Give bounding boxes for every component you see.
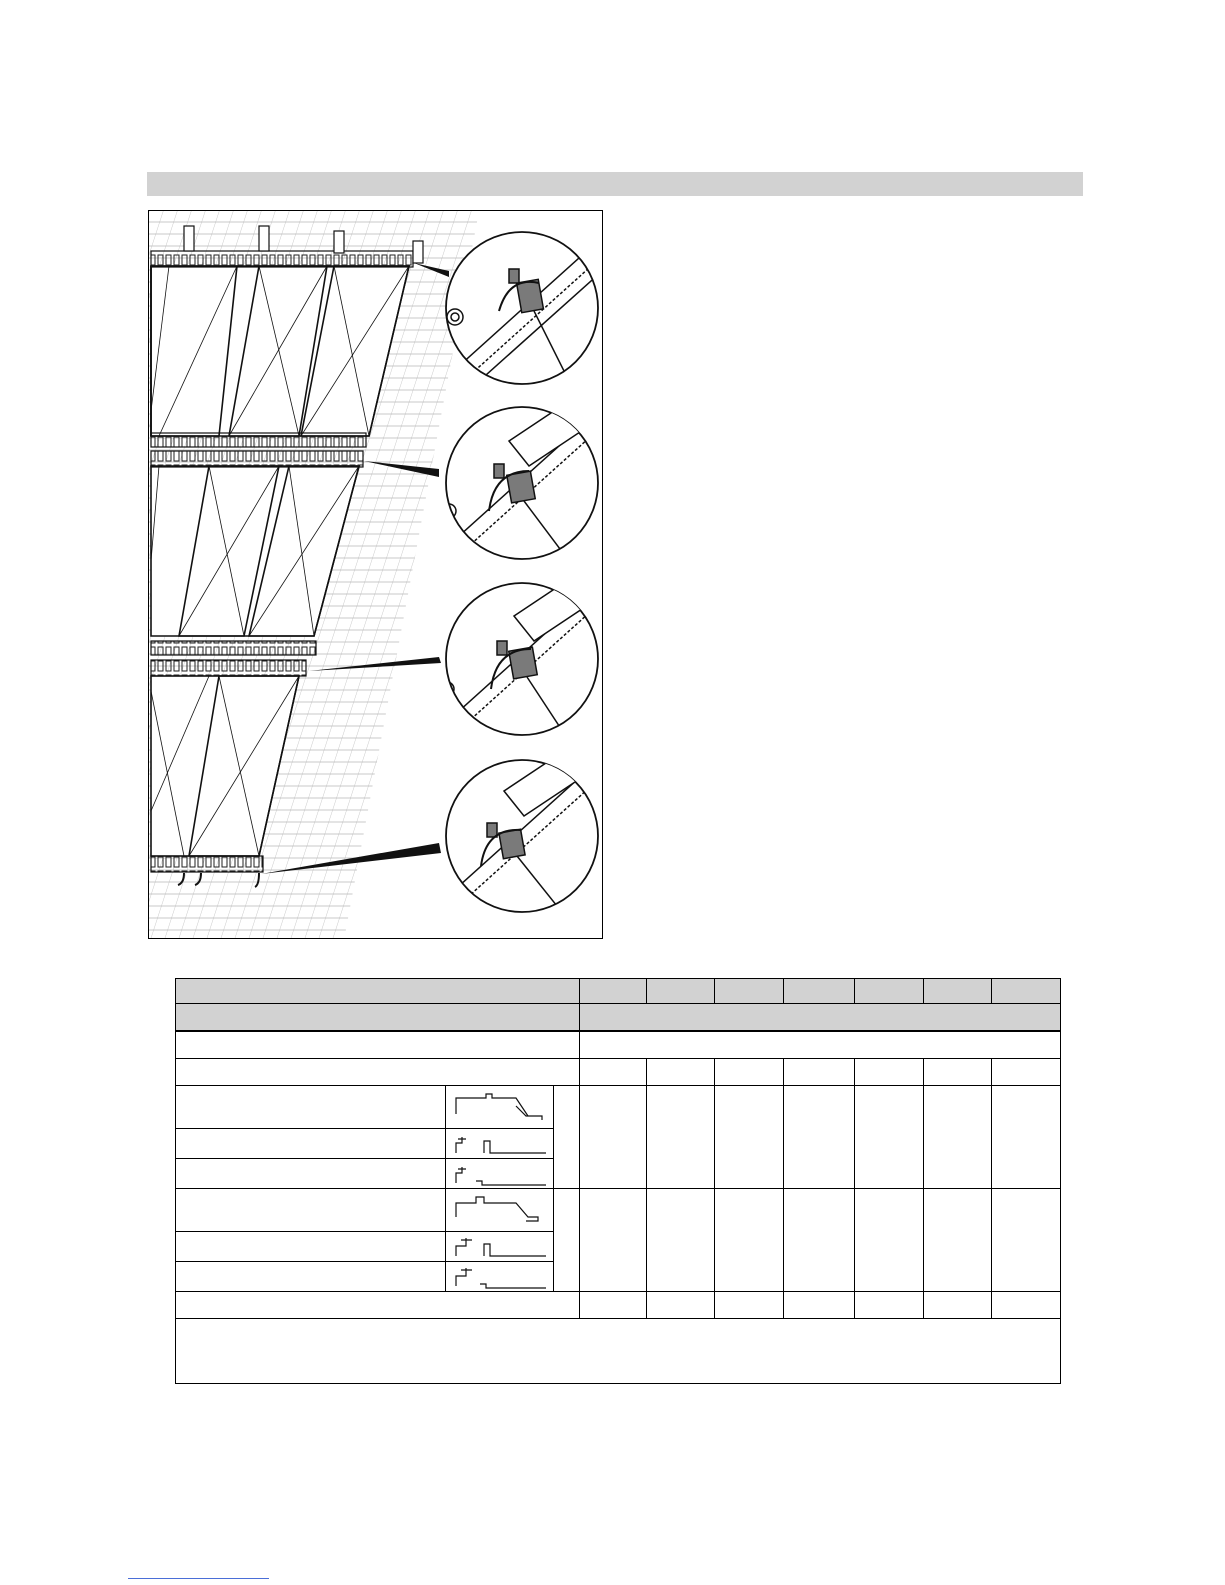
profile-icon: [445, 1232, 553, 1262]
table-header-row: [176, 979, 1061, 1004]
table-cell: [646, 1292, 715, 1319]
table-cell: [580, 1086, 647, 1189]
table-header-cell: [854, 979, 923, 1004]
table-cell: [646, 1059, 715, 1086]
table-cell: [580, 1059, 647, 1086]
table-header-cell: [784, 979, 855, 1004]
collector-mounting-illustration: [149, 211, 603, 939]
table-cell: [992, 1189, 1061, 1292]
profile-icon: [445, 1189, 553, 1232]
table-cell: [580, 1189, 647, 1292]
component-name: [176, 1262, 446, 1292]
table-subheader-row: [176, 1004, 1061, 1032]
table-cell: [784, 1059, 855, 1086]
table-cell: [854, 1292, 923, 1319]
table-row: [176, 1031, 1061, 1059]
mounting-figure: [148, 210, 603, 939]
detail-clamp-lower-middle: [409, 576, 603, 766]
table-cell: [715, 1292, 784, 1319]
table-cell: [580, 1031, 1061, 1059]
profile-icon: [445, 1129, 553, 1159]
table-cell: [854, 1086, 923, 1189]
table-cell: [784, 1189, 855, 1292]
table-cell: [715, 1189, 784, 1292]
table-cell: [580, 1292, 647, 1319]
table-cell: [553, 1086, 579, 1189]
footnote-separator: [128, 1578, 269, 1579]
table-cell: [176, 1292, 580, 1319]
profile-icon: [445, 1086, 553, 1129]
table-row: [176, 1189, 1061, 1232]
table-subheader-cell: [176, 1004, 580, 1032]
table-cell: [646, 1189, 715, 1292]
component-name: [176, 1189, 446, 1232]
table-header-cell: [715, 979, 784, 1004]
table-cell: [923, 1189, 992, 1292]
table-cell: [992, 1292, 1061, 1319]
table-cell: [553, 1189, 579, 1292]
table-header-cell: [646, 979, 715, 1004]
table-cell: [854, 1189, 923, 1292]
table-cell: [784, 1292, 855, 1319]
table-header-cell: [923, 979, 992, 1004]
table-cell: [992, 1086, 1061, 1189]
table-cell: [715, 1086, 784, 1189]
profile-icon: [445, 1262, 553, 1292]
specification-table: [175, 978, 1061, 1384]
table-cell: [854, 1059, 923, 1086]
table-cell: [923, 1292, 992, 1319]
component-name: [176, 1129, 446, 1159]
section-header-bar: [147, 172, 1083, 196]
table-cell: [646, 1086, 715, 1189]
table-header-cell: [580, 979, 647, 1004]
table-header-cell: [176, 979, 580, 1004]
table-note-row: [176, 1319, 1061, 1384]
table-cell: [176, 1059, 580, 1086]
component-name: [176, 1086, 446, 1129]
component-name: [176, 1159, 446, 1189]
table-header-cell: [992, 979, 1061, 1004]
table-row: [176, 1059, 1061, 1086]
table-cell: [784, 1086, 855, 1189]
table-cell: [992, 1059, 1061, 1086]
table-note: [176, 1319, 1061, 1384]
profile-icon: [445, 1159, 553, 1189]
table-cell: [923, 1086, 992, 1189]
table-subheader-cell: [580, 1004, 1061, 1032]
component-name: [176, 1232, 446, 1262]
table-cell: [176, 1031, 580, 1059]
table-cell: [715, 1059, 784, 1086]
table-row: [176, 1086, 1061, 1129]
table-total-row: [176, 1292, 1061, 1319]
table-cell: [923, 1059, 992, 1086]
